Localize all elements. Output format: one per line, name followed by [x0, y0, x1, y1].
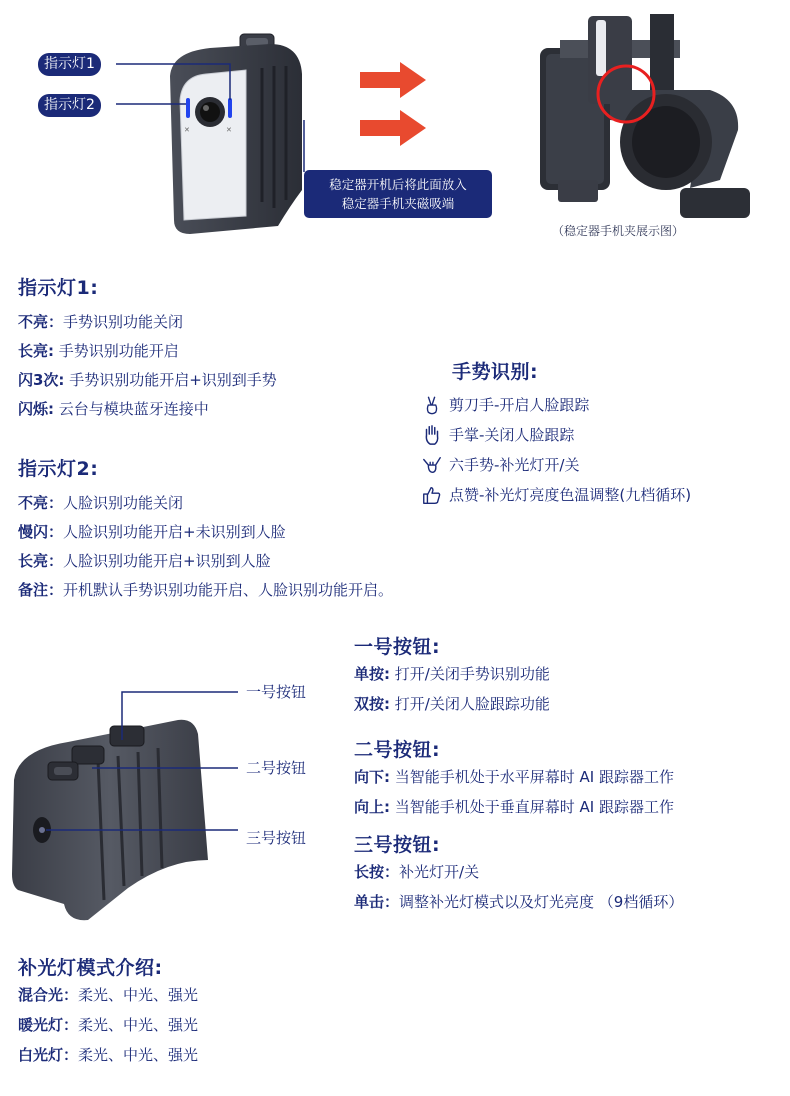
palm-icon — [421, 424, 443, 446]
gesture-item-scissors: 剪刀手-开启人脸跟踪 — [421, 394, 589, 416]
list-item: 单按: 打开/关闭手势识别功能 — [354, 665, 550, 683]
list-item: 不亮：手势识别功能关闭 — [18, 313, 184, 331]
button3-list — [354, 862, 683, 922]
indicator1-pill: 指示灯1 — [38, 53, 101, 76]
button2-label: 二号按钮 — [246, 759, 307, 777]
thumbs-up-icon — [421, 484, 443, 506]
button1-label: 一号按钮 — [246, 683, 307, 701]
list-item: 备注：开机默认手势识别功能开启、人脸识别功能开启。 — [18, 581, 394, 599]
button1-list — [354, 664, 550, 724]
list-item: 长亮: 手势识别功能开启 — [18, 342, 179, 360]
list-item: 向上: 当智能手机处于垂直屏幕时 AI 跟踪器工作 — [354, 798, 674, 816]
gesture-item-six: 六手势-补光灯开/关 — [421, 454, 579, 476]
list-item: 双按: 打开/关闭人脸跟踪功能 — [354, 695, 550, 713]
button3-title: 三号按钮: — [354, 834, 441, 856]
button-leader-lines — [0, 680, 250, 860]
six-gesture-icon — [421, 454, 443, 476]
list-item: 闪3次: 手势识别功能开启+识别到手势 — [18, 371, 277, 389]
instruction-line-2: 稳定器手机夹磁吸端 — [341, 196, 455, 211]
fill-light-title: 补光灯模式介绍: — [18, 957, 163, 979]
clip-caption: （稳定器手机夹展示图） — [552, 224, 685, 238]
gesture-item-palm: 手掌-关闭人脸跟踪 — [421, 424, 574, 446]
list-item: 长按：补光灯开/关 — [354, 863, 480, 881]
gesture-item-thumbs: 点赞-补光灯亮度色温调整(九档循环) — [421, 484, 691, 506]
gesture-title: 手势识别: — [452, 361, 539, 383]
instruction-connector — [300, 120, 310, 180]
gimbal-clip-illustration — [530, 10, 760, 220]
button2-title: 二号按钮: — [354, 739, 441, 761]
list-item: 单击：调整补光灯模式以及灯光亮度 （9档循环） — [354, 893, 684, 911]
indicator2-list — [18, 493, 393, 609]
svg-text:✕: ✕ — [226, 126, 232, 134]
indicator1-title: 指示灯1: — [18, 277, 99, 299]
indicator2-pill: 指示灯2 — [38, 94, 101, 117]
list-item: 长亮：人脸识别功能开启+识别到人脸 — [18, 552, 271, 570]
list-item: 向下: 当智能手机处于水平屏幕时 AI 跟踪器工作 — [354, 768, 674, 786]
button3-label: 三号按钮 — [246, 829, 307, 847]
list-item: 暖光灯：柔光、中光、强光 — [18, 1016, 199, 1034]
instruction-box — [304, 170, 492, 218]
scissors-hand-icon — [421, 394, 443, 416]
list-item: 混合光：柔光、中光、强光 — [18, 986, 199, 1004]
arrow-icon — [360, 62, 430, 152]
indicator2-title: 指示灯2: — [18, 458, 99, 480]
list-item: 白光灯：柔光、中光、强光 — [18, 1046, 199, 1064]
svg-text:✕: ✕ — [184, 126, 190, 134]
indicator1-list — [18, 312, 277, 428]
list-item: 闪烁: 云台与模块蓝牙连接中 — [18, 400, 209, 418]
list-item: 不亮：人脸识别功能关闭 — [18, 494, 184, 512]
instruction-line-1: 稳定器开机后将此面放入 — [329, 177, 467, 192]
fill-light-list — [18, 985, 198, 1075]
button2-list — [354, 767, 674, 827]
indicator-leader-lines — [0, 0, 260, 130]
list-item: 慢闪：人脸识别功能开启+未识别到人脸 — [18, 523, 286, 541]
button1-title: 一号按钮: — [354, 636, 441, 658]
